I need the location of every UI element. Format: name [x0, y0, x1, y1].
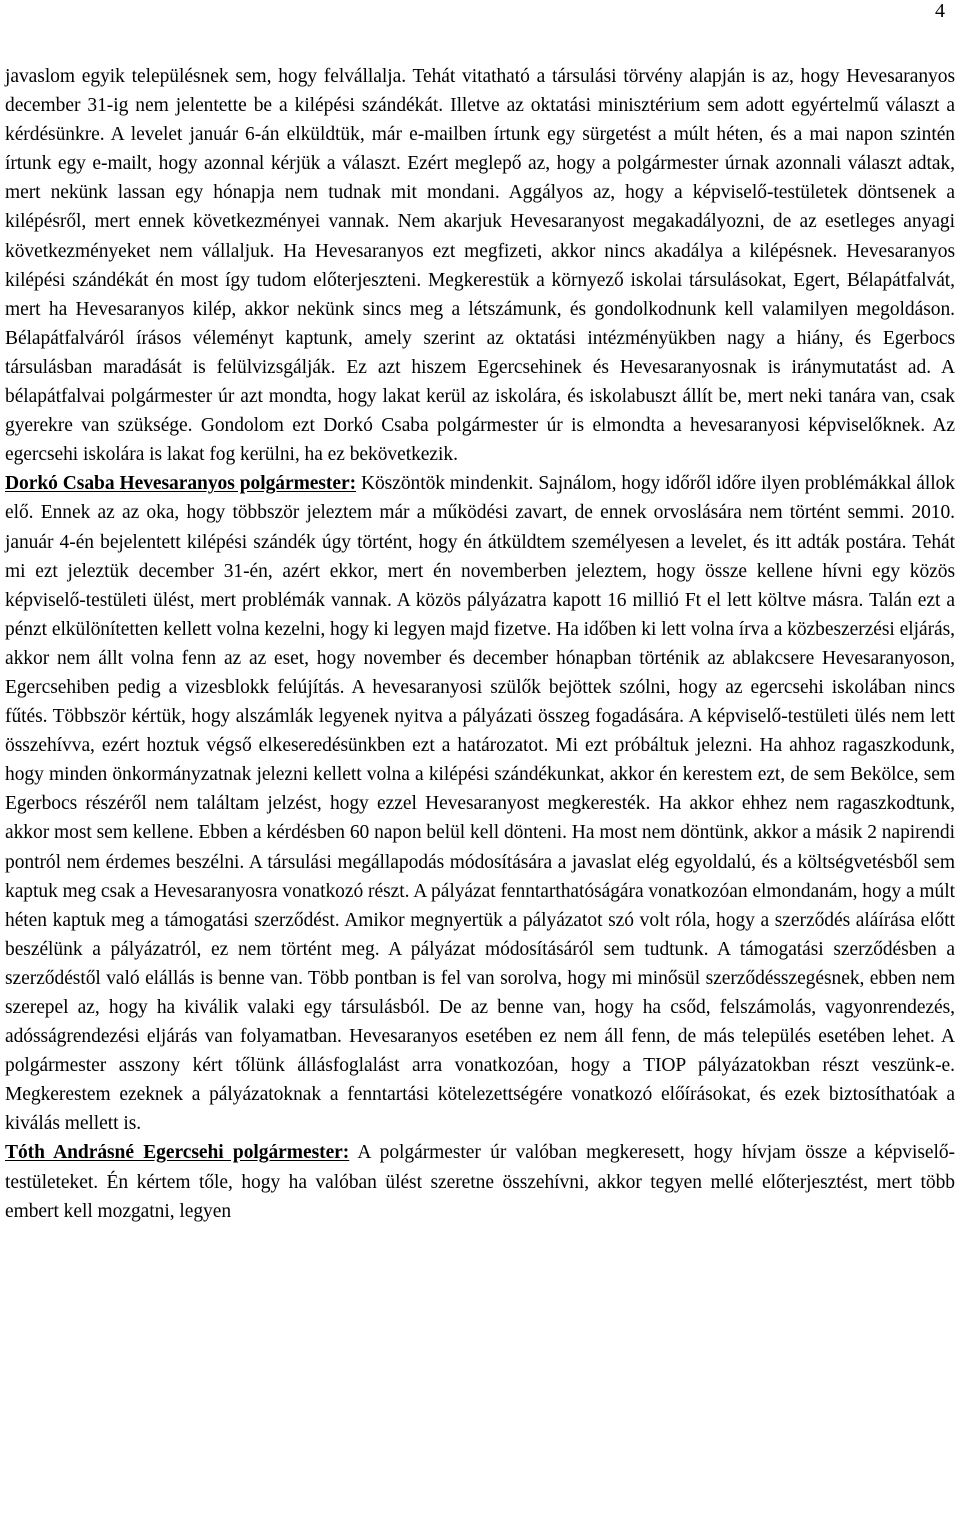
paragraph-text: Köszöntök mindenkit. Sajnálom, hogy időről időre ilyen problémákkal állok elő. Ennek az az oka, hogy többször jeleztem már a működési zavart, de ennek orvoslására nem történt semmi. 2010. január 4-én bejelentett kilépési szándék úgy történt, hogy én átküldtem személyesen a levelet, és itt adták postára. Tehát mi ezt jeleztük december 31-én, azért ekkor, mert én novemberben jeleztem, hogy össze kellene hívni egy közös képviselő-testületi ülést, mert problémák vannak. A közös pályázatra kapott 16 millió Ft el lett költve másra. Talán ezt a pénzt elkülönítetten kellett volna kezelni, hogy ki legyen majd fizetve. Ha időben ki lett volna írva a közbeszerzési eljárás, akkor nem állt volna fenn az az eset, hogy november és december hónapban történik az ablakcsere Hevesaranyoson, Egercsehiben pedig a vizesblokk felújítás. A hevesaranyosi szülők bejöttek szólni, hogy az egercsehi iskolában nincs fűtés. Többször kértük, hogy alszámlák legyenek nyitva a pályázati összeg fogadására. A képviselő-testületi ülés nem lett összehívva, ezért hoztuk végső elkeseredésünkben ezt a határozatot. Mi ezt próbáltuk jelezni. Ha ahhoz ragaszkodunk, hogy minden önkormányzatnak jelezni kellett volna a kilépési szándékunkat, akkor én kerestem ezt, de sem Bekölce, sem Egerbocs részéről nem találtam jelzést, hogy ezzel Hevesaranyost megkeresték. Ha akkor ehhez nem ragaszkodtunk, akkor most sem kellene. Ebben a kérdésben 60 napon belül kell dönteni. Ha most nem döntünk, akkor a másik 2 napirendi pontról nem érdemes beszélni. A társulási megállapodás módosítására a javaslat elég egyoldalú, és a költségvetésből sem kaptuk meg csak a Hevesaranyosra vonatkozó részt. A pályázat fenntarthatóságára vonatkozóan elmondanám, hogy a múlt héten kaptuk meg a támogatási szerződést. Amikor megnyertük a pályázatot szó volt róla, hogy a szerződés aláírása előtt beszélünk a pályázatról, ez nem történt meg. A pályázat módosításáról sem tudtunk. A támogatási szerződésben a szerződéstől való elállás is benne van. Több pontban is fel van sorolva, hogy mi minősül szerződésszegésnek, ebben nem szerepel az, hogy ha kiválik valaki egy társulásból. De az benne van, hogy ha csőd, felszámolás, vagyonrendezés, adósságrendezési eljárás van folyamatban. Hevesaranyos esetében ez nem áll fenn, de más település esetében lehet. A polgármester asszony kért tőlünk állásfoglalást arra vonatkozóan, hogy a TIOP pályázatokban részt veszünk-e. Megkerestem ezeknek a pályázatoknak a fenntartási kötelezettségére vonatkozó előírásokat, és ezek biztosíthatóak a kiválás mellett is. — [5, 473, 955, 1135]
speaker-name: Dorkó Csaba Hevesaranyos polgármester: — [5, 473, 357, 495]
page-number: 4 — [935, 0, 945, 22]
speaker-name: Tóth Andrásné Egercsehi polgármester: — [5, 1142, 350, 1164]
paragraph-ohio-continuation — [5, 62, 955, 469]
paragraph-dorko-csaba — [5, 469, 955, 1138]
paragraph-text: javaslom egyik településnek sem, hogy felvállalja. Tehát vitatható a társulási törvény alapján is az, hogy Hevesaranyos december 31-ig nem jelentette be a kilépési szándékát. Illetve az oktatási minisztérium sem adott egyértelmű választ a kérdésünkre. A levelet január 6-án elküldtük, már e-mailben írtunk egy sürgetést a múlt héten, és a mai napon szintén írtunk egy e-mailt, hogy azonnal kérjük a választ. Ezért meglepő az, hogy a polgármester úrnak azonnali választ adtak, mert nekünk lassan egy hónapja nem tudnak mit mondani. Aggályos az, hogy a képviselő-testületek döntsenek a kilépésről, mert ennek következményei vannak. Nem akarjuk Hevesaranyost megakadályozni, de az esetleges anyagi következményeket nem vállaljuk. Ha Hevesaranyos ezt megfizeti, akkor nincs akadálya a kilépésnek. Hevesaranyos kilépési szándékát én most így tudom előterjeszteni. Megkerestük a környező iskolai társulásokat, Egert, Bélapátfalvát, mert ha Hevesaranyos kilép, akkor nekünk sincs meg a létszámunk, és gondolkodnunk kell valamilyen megoldáson. Bélapátfalváról írásos véleményt kaptunk, amely szerint az oktatási intézményükben nagy a hiány, és Egerbocs társulásban maradását is felülvizsgálják. Ez azt hiszem Egercsehinek és Hevesaranyosnak is iránymutatást ad. A bélapátfalvai polgármester úr azt mondta, hogy lakat kerül az iskolára, és iskolabuszt állít be, mert neki tanára van, csak gyerekre van szüksége. Gondolom ezt Dorkó Csaba polgármester úr is elmondta a hevesaranyosi képviselőknek. Az egercsehi iskolára is lakat fog kerülni, ha ez bekövetkezik. — [5, 66, 955, 466]
minutes-body — [5, 62, 955, 1226]
paragraph-toth-andrasne — [5, 1138, 955, 1225]
paragraph-text: A polgármester úr valóban megkeresett, hogy hívjam össze a képviselő-testületeket. Én kértem tőle, hogy ha valóban ülést szeretne összehívni, akkor tegyen mellé előterjesztést, mert több embert kell mozgatni, legyen — [5, 1142, 955, 1222]
